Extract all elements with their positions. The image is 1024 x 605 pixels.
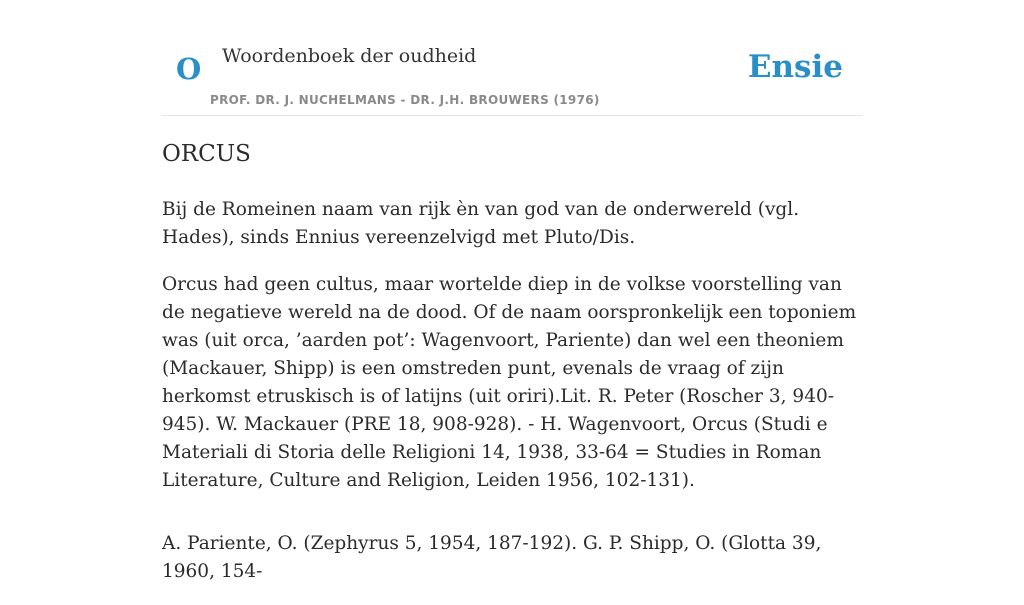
book-title-link[interactable]: Woordenboek der oudheid	[222, 45, 477, 67]
article-paragraph: Bij de Romeinen naam van rijk èn van god van de onderwereld (vgl. Hades), sinds Ennius vereenzelvigd met Pluto/Dis.	[162, 199, 800, 248]
article-paragraph: Orcus had geen cultus, maar wortelde diep in de volkse voorstelling van de negatieve wereld na de dood. Of de naam oorspronkelijk een toponiem was (uit orca, ’aarden pot’: Wagenvoort, Pariente) dan wel een theoniem (Mackauer, Shipp) is een omstreden punt, evenals de vraag of zijn herkomst etruskisch is of latijns (uit oriri).Lit. R. Peter (Roscher 3, 940-945). W. Mackauer (PRE 18, 908-928). - H. Wagenvoort, Orcus (Studi e Materiali di Storia delle Religioni 14, 1938, 33-64 = Studies in Roman Literature, Culture and Religion, Leiden 1956, 102-131).	[162, 274, 857, 491]
article-paragraph: A. Pariente, O. (Zephyrus 5, 1954, 187-192). G. P. Shipp, O. (Glotta 39, 1960, 154-	[162, 533, 822, 582]
entry-title: ORCUS	[162, 141, 251, 167]
book-header	[162, 40, 862, 116]
book-authors: PROF. DR. J. NUCHELMANS - DR. J.H. BROUWERS (1976)	[210, 93, 600, 107]
article	[162, 138, 862, 605]
ensie-logo[interactable]: Ensie	[747, 49, 843, 85]
letter-index-link[interactable]: O	[176, 52, 202, 86]
